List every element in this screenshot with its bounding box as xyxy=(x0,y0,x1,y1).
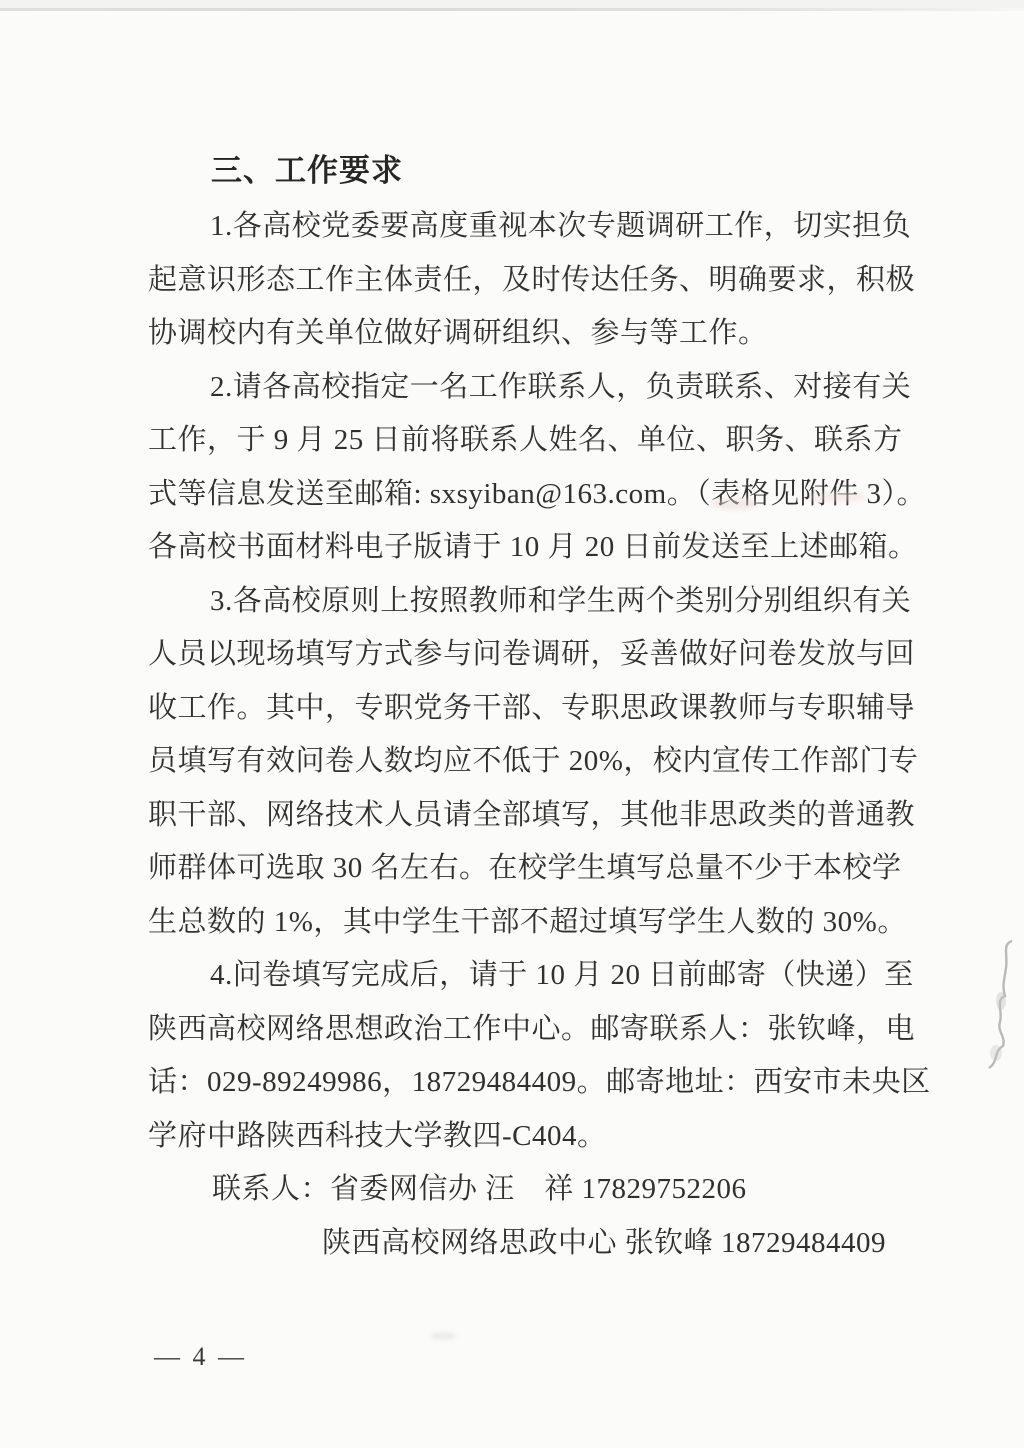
scan-line-artifact xyxy=(0,8,1024,11)
document-content xyxy=(148,142,931,1270)
paragraph-2-line-4: 各高校书面材料电子版请于 10 月 20 日前发送至上述邮箱。 xyxy=(148,531,918,563)
scan-smudge xyxy=(808,492,868,502)
paragraph-3-line-7: 生总数的 1%，其中学生干部不超过填写学生人数的 30%。 xyxy=(148,905,907,938)
scan-smudge xyxy=(430,1332,456,1340)
paragraph-4-line-4: 学府中路陕西科技大学教四-C404。 xyxy=(148,1119,607,1152)
paragraph-3-line-4: 员填写有效问卷人数均应不低于 20%，校内宣传工作部门专 xyxy=(148,745,919,777)
paragraph-2-line-3: 式等信息发送至邮箱: sxsyiban@163.com。（表格见附件 3）。 xyxy=(148,477,926,510)
paragraph-4-line-2: 陕西高校网络思想政治工作中心。邮寄联系人：张钦峰，电 xyxy=(148,1012,916,1045)
paragraph-3-line-5: 职干部、网络技术人员请全部填写，其他非思政类的普通教 xyxy=(148,798,916,831)
paragraph-3-line-1: 3.各高校原则上按照教师和学生两个类别分别组织有关 xyxy=(210,584,912,617)
section-heading: 三、工作要求 xyxy=(211,153,403,188)
paragraph-1-line-3: 协调校内有关单位做好调研组织、参与等工作。 xyxy=(148,317,768,349)
paragraph-3-line-2: 人员以现场填写方式参与问卷调研，妥善做好问卷发放与回 xyxy=(148,638,916,670)
contact-line-2: 陕西高校网络思政中心 张钦峰 18729484409 xyxy=(322,1226,887,1259)
paragraph-1-line-2: 起意识形态工作主体责任，及时传达任务、明确要求，积极 xyxy=(148,263,916,296)
paper-fold-artifact xyxy=(982,935,1024,1083)
paragraph-4-line-3: 话：029-89249986，18729484409。邮寄地址：西安市未央区 xyxy=(148,1066,931,1098)
paragraph-2-line-2: 工作，于 9 月 25 日前将联系人姓名、单位、职务、联系方 xyxy=(148,424,903,456)
scan-edge-strip xyxy=(0,0,1024,8)
paragraph-1-line-1: 1.各高校党委要高度重视本次专题调研工作，切实担负 xyxy=(210,210,912,242)
scan-smudge xyxy=(712,498,758,510)
paragraph-2-line-1: 2.请各高校指定一名工作联系人，负责联系、对接有关 xyxy=(210,370,912,403)
paragraphs-container xyxy=(148,200,931,1163)
paragraph-3-line-3: 收工作。其中，专职党务干部、专职思政课教师与专职辅导 xyxy=(148,691,916,724)
contact-line-1: 联系人：省委网信办 汪 祥 17829752206 xyxy=(212,1173,747,1205)
paragraph-3-line-6: 师群体可选取 30 名左右。在校学生填写总量不少于本校学 xyxy=(148,852,902,884)
page-number: — 4 — xyxy=(154,1342,247,1371)
paragraph-4-line-1: 4.问卷填写完成后，请于 10 月 20 日前邮寄（快递）至 xyxy=(210,959,914,991)
